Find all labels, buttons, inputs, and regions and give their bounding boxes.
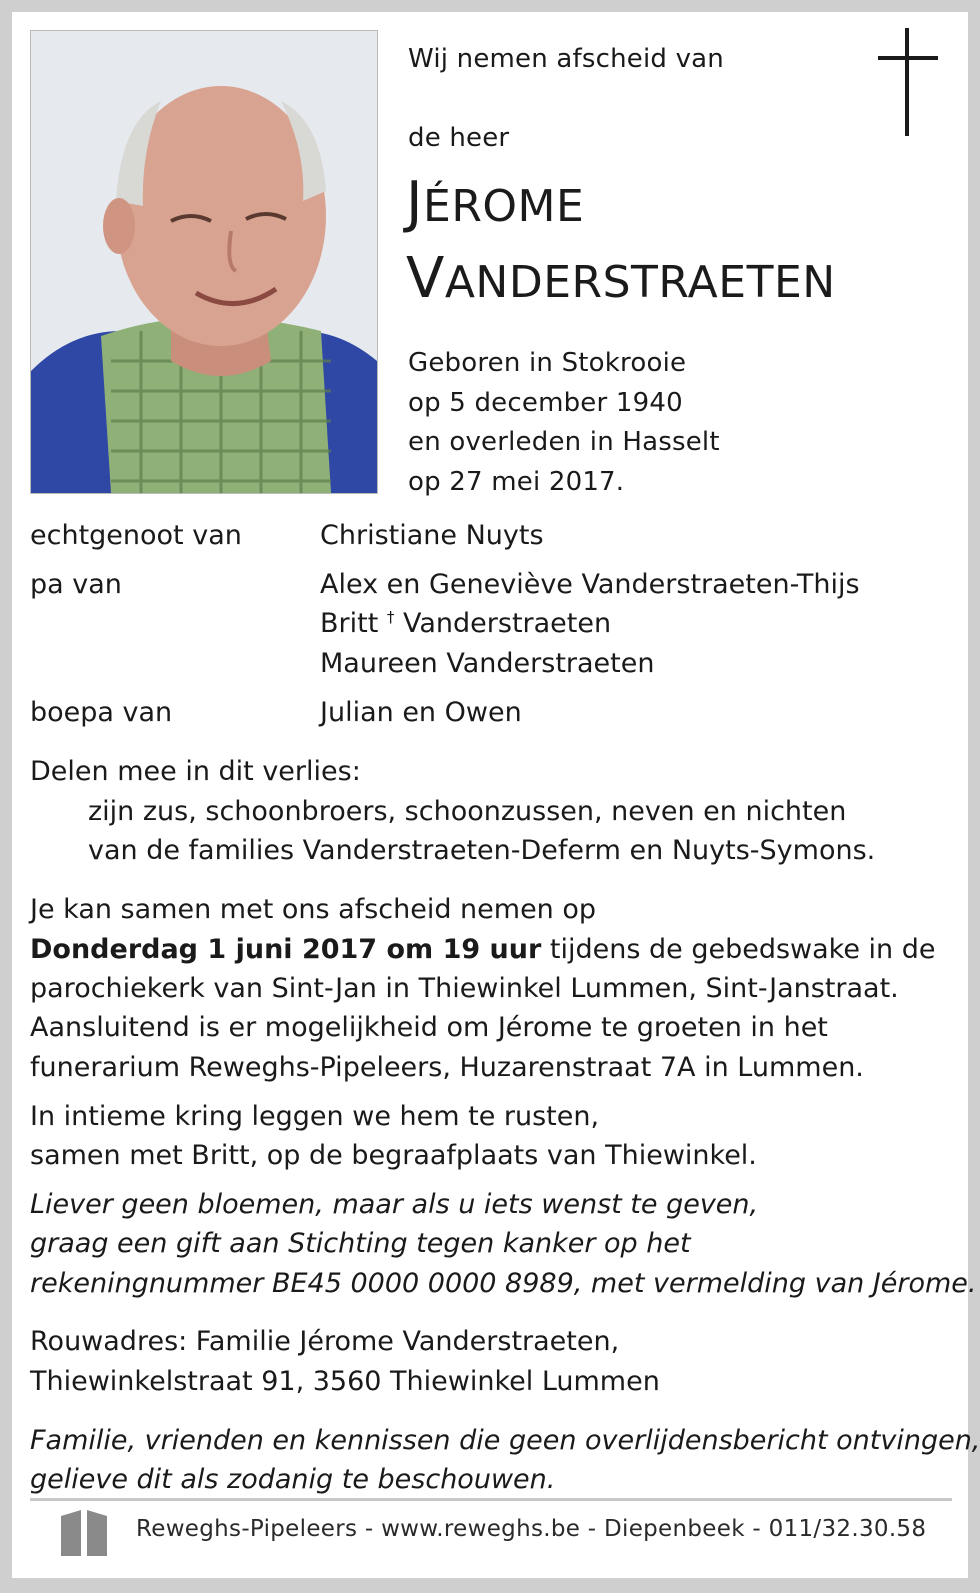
burial-line-2: samen met Britt, op de begraafplaats van Thiewinkel. — [30, 1140, 757, 1171]
relation-label-children: pa van — [30, 569, 122, 600]
relation-value-child-1: Alex en Geneviève Vanderstraeten-Thijs — [320, 569, 860, 600]
birth-line-1: Geboren in Stokrooie — [408, 348, 687, 378]
portrait-photo — [30, 30, 378, 494]
last-name-initial: V — [406, 246, 445, 311]
notice-line-2: gelieve dit als zodanig te beschouwen. — [30, 1464, 556, 1495]
ceremony-date: Donderdag 1 juni 2017 om 19 uur — [30, 934, 542, 965]
donation-line-3: rekeningnummer BE45 0000 0000 8989, met vermelding van Jérome. — [30, 1268, 977, 1299]
relation-value-spouse: Christiane Nuyts — [320, 520, 544, 551]
notice-line-1: Familie, vrienden en kennissen die geen overlijdensbericht ontvingen, — [30, 1425, 980, 1456]
burial-line-1: In intieme kring leggen we hem te rusten, — [30, 1101, 600, 1132]
ceremony-line-3: parochiekerk van Sint-Jan in Thiewinkel Lummen, Sint-Janstraat. — [30, 973, 899, 1004]
portrait-image — [31, 31, 377, 493]
dagger-icon: † — [386, 608, 395, 626]
ceremony-line-1: Je kan samen met ons afscheid nemen op — [30, 894, 597, 925]
first-name — [406, 170, 584, 235]
funeral-home-logo-icon — [57, 1502, 113, 1558]
obituary-card — [12, 12, 980, 1578]
address-line-2: Thiewinkelstraat 91, 3560 Thiewinkel Lummen — [30, 1366, 660, 1397]
relation-label-spouse: echtgenoot van — [30, 520, 242, 551]
relation-label-grandchildren: boepa van — [30, 697, 173, 728]
footer-text: Reweghs-Pipeleers - www.reweghs.be - Diepenbeek - 011/32.30.58 — [136, 1516, 927, 1542]
ceremony-line-4: Aansluitend is er mogelijkheid om Jérome te groeten in het — [30, 1012, 828, 1043]
birth-line-3: en overleden in Hasselt — [408, 427, 720, 457]
relation-value-child-2 — [320, 608, 611, 639]
latin-cross-icon — [878, 28, 938, 136]
shared-line-2: van de families Vanderstraeten-Deferm en Nuyts-Symons. — [88, 835, 876, 866]
child-2-last-name: Vanderstraeten — [403, 608, 612, 639]
ceremony-line-5: funerarium Reweghs-Pipeleers, Huzarenstraat 7A in Lummen. — [30, 1052, 864, 1083]
first-name-initial: J — [406, 170, 424, 235]
birth-line-2: op 5 december 1940 — [408, 388, 683, 418]
donation-line-1: Liever geen bloemen, maar als u iets wenst te geven, — [30, 1189, 759, 1220]
last-name — [406, 246, 836, 311]
intro-text: Wij nemen afscheid van — [408, 44, 724, 74]
address-line-1: Rouwadres: Familie Jérome Vanderstraeten, — [30, 1326, 620, 1357]
footer-divider — [30, 1498, 952, 1501]
first-name-rest: ÉROME — [423, 181, 585, 232]
shared-line-1: zijn zus, schoonbroers, schoonzussen, neven en nichten — [88, 796, 847, 827]
donation-line-2: graag een gift aan Stichting tegen kanker op het — [30, 1228, 691, 1259]
ceremony-line-2-rest: tijdens de gebedswake in de — [541, 934, 936, 965]
birth-line-4: op 27 mei 2017. — [408, 467, 625, 497]
child-2-first-name: Britt — [320, 608, 379, 639]
last-name-rest: ANDERSTRAETEN — [444, 257, 836, 308]
ceremony-line-2 — [30, 934, 935, 965]
relation-value-grandchildren: Julian en Owen — [320, 697, 522, 728]
shared-heading: Delen mee in dit verlies: — [30, 756, 361, 787]
title-text: de heer — [408, 123, 510, 153]
relation-value-child-3: Maureen Vanderstraeten — [320, 648, 655, 679]
